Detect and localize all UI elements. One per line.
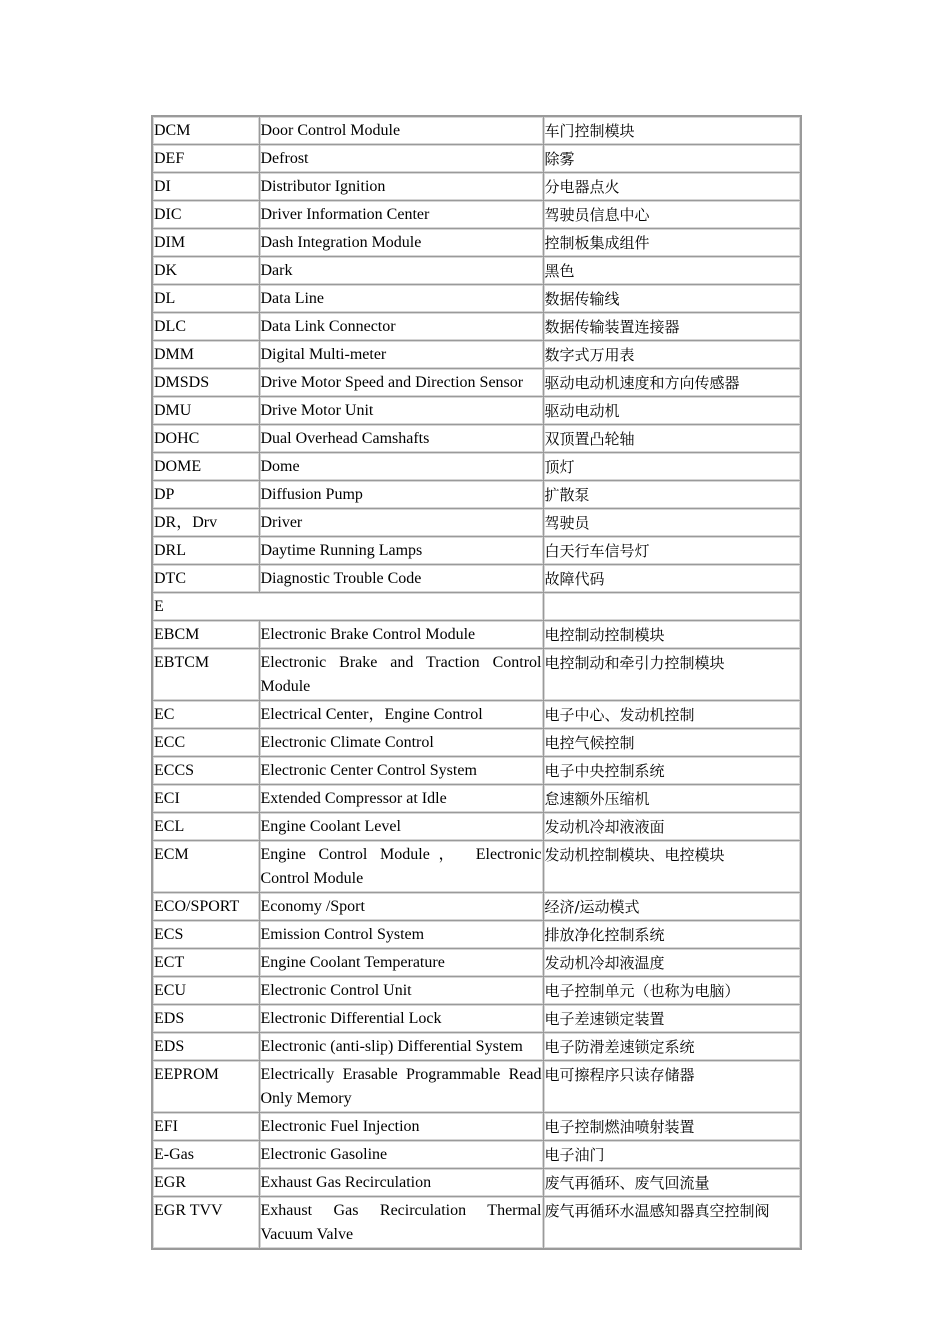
table-row — [152, 509, 801, 537]
chinese-term-cell: 驱动电动机 — [543, 397, 801, 425]
table-row — [152, 369, 801, 397]
abbreviation-cell: DP — [152, 481, 259, 509]
chinese-term-cell: 驾驶员信息中心 — [543, 201, 801, 229]
table-row — [152, 341, 801, 369]
chinese-term-cell: 白天行车信号灯 — [543, 537, 801, 565]
table-row — [152, 229, 801, 257]
table-row — [152, 313, 801, 341]
abbreviation-cell: EDS — [152, 1033, 259, 1061]
chinese-term-cell: 经济/运动模式 — [543, 893, 801, 921]
abbreviation-cell: EFI — [152, 1113, 259, 1141]
abbreviation-cell: DOHC — [152, 425, 259, 453]
abbreviation-cell: DL — [152, 285, 259, 313]
chinese-term-cell: 电控气候控制 — [543, 729, 801, 757]
english-term-cell: Daytime Running Lamps — [259, 537, 543, 565]
abbreviation-table — [151, 115, 802, 1250]
english-term-cell: Electronic Brake Control Module — [259, 621, 543, 649]
chinese-term-cell: 电子差速锁定装置 — [543, 1005, 801, 1033]
section-header-row — [152, 593, 801, 621]
english-term-cell: Digital Multi-meter — [259, 341, 543, 369]
table-row — [152, 1197, 801, 1250]
abbreviation-cell: DOME — [152, 453, 259, 481]
chinese-term-cell: 电子控制燃油喷射装置 — [543, 1113, 801, 1141]
english-term-cell: Electronic (anti-slip) Differential System — [259, 1033, 543, 1061]
english-term-cell: Electronic Gasoline — [259, 1141, 543, 1169]
chinese-term-cell: 发动机控制模块、电控模块 — [543, 841, 801, 893]
chinese-term-cell: 怠速额外压缩机 — [543, 785, 801, 813]
table-row — [152, 649, 801, 701]
abbreviation-cell: EGR TVV — [152, 1197, 259, 1250]
table-row — [152, 977, 801, 1005]
english-term-cell: Door Control Module — [259, 116, 543, 145]
abbreviation-cell: DMM — [152, 341, 259, 369]
abbreviation-cell: EC — [152, 701, 259, 729]
english-term-cell: Drive Motor Unit — [259, 397, 543, 425]
table-row — [152, 285, 801, 313]
table-row — [152, 921, 801, 949]
english-term-cell: Diffusion Pump — [259, 481, 543, 509]
chinese-term-cell: 电子控制单元（也称为电脑） — [543, 977, 801, 1005]
abbreviation-cell: ECCS — [152, 757, 259, 785]
table-row — [152, 201, 801, 229]
chinese-term-cell: 除雾 — [543, 145, 801, 173]
chinese-term-cell: 电控制动和牵引力控制模块 — [543, 649, 801, 701]
chinese-term-cell: 驾驶员 — [543, 509, 801, 537]
table-row — [152, 893, 801, 921]
table-body-d-section — [152, 116, 801, 1249]
english-term-cell: Defrost — [259, 145, 543, 173]
english-term-cell: Emission Control System — [259, 921, 543, 949]
table-row — [152, 701, 801, 729]
english-term-cell: Driver Information Center — [259, 201, 543, 229]
table-row — [152, 425, 801, 453]
abbreviation-cell: ECS — [152, 921, 259, 949]
chinese-term-cell: 排放净化控制系统 — [543, 921, 801, 949]
english-term-cell: Electronic Differential Lock — [259, 1005, 543, 1033]
chinese-term-cell: 电可擦程序只读存储器 — [543, 1061, 801, 1113]
chinese-term-cell: 发动机冷却液温度 — [543, 949, 801, 977]
table-row — [152, 397, 801, 425]
table-row — [152, 621, 801, 649]
abbreviation-cell: DI — [152, 173, 259, 201]
section-empty-cell — [543, 593, 801, 621]
english-term-cell: Electronic Center Control System — [259, 757, 543, 785]
section-letter-cell: E — [152, 593, 543, 621]
english-term-cell: Data Link Connector — [259, 313, 543, 341]
table-row — [152, 813, 801, 841]
table-row — [152, 729, 801, 757]
english-term-cell: Electronic Fuel Injection — [259, 1113, 543, 1141]
table-row — [152, 453, 801, 481]
abbreviation-cell: DRL — [152, 537, 259, 565]
chinese-term-cell: 电控制动控制模块 — [543, 621, 801, 649]
chinese-term-cell: 数据传输装置连接器 — [543, 313, 801, 341]
chinese-term-cell: 电子中央控制系统 — [543, 757, 801, 785]
table-row — [152, 173, 801, 201]
chinese-term-cell: 车门控制模块 — [543, 116, 801, 145]
table-row — [152, 1005, 801, 1033]
english-term-cell: Data Line — [259, 285, 543, 313]
abbreviation-cell: E-Gas — [152, 1141, 259, 1169]
chinese-term-cell: 发动机冷却液液面 — [543, 813, 801, 841]
english-term-cell: Electrical Center，Engine Control — [259, 701, 543, 729]
abbreviation-cell: ECT — [152, 949, 259, 977]
table-row — [152, 1169, 801, 1197]
table-row — [152, 257, 801, 285]
abbreviation-cell: EEPROM — [152, 1061, 259, 1113]
abbreviation-cell: ECU — [152, 977, 259, 1005]
english-term-cell: Driver — [259, 509, 543, 537]
abbreviation-cell: DTC — [152, 565, 259, 593]
abbreviation-cell: ECI — [152, 785, 259, 813]
abbreviation-cell: EDS — [152, 1005, 259, 1033]
english-term-cell: Exhaust Gas Recirculation — [259, 1169, 543, 1197]
table-row — [152, 1113, 801, 1141]
abbreviation-cell: DEF — [152, 145, 259, 173]
table-row — [152, 1061, 801, 1113]
chinese-term-cell: 驱动电动机速度和方向传感器 — [543, 369, 801, 397]
english-term-cell: Engine Coolant Temperature — [259, 949, 543, 977]
table-row — [152, 1141, 801, 1169]
english-term-cell: Economy /Sport — [259, 893, 543, 921]
english-term-cell: Electronic Brake and Traction Control Module — [259, 649, 543, 701]
english-term-cell: Dark — [259, 257, 543, 285]
chinese-term-cell: 控制板集成组件 — [543, 229, 801, 257]
chinese-term-cell: 黑色 — [543, 257, 801, 285]
abbreviation-cell: DIC — [152, 201, 259, 229]
abbreviation-cell: EGR — [152, 1169, 259, 1197]
chinese-term-cell: 废气再循环水温感知器真空控制阀 — [543, 1197, 801, 1250]
english-term-cell: Dual Overhead Camshafts — [259, 425, 543, 453]
chinese-term-cell: 双顶置凸轮轴 — [543, 425, 801, 453]
abbreviation-cell: EBTCM — [152, 649, 259, 701]
chinese-term-cell: 废气再循环、废气回流量 — [543, 1169, 801, 1197]
table-row — [152, 841, 801, 893]
abbreviation-cell: DIM — [152, 229, 259, 257]
chinese-term-cell: 电子油门 — [543, 1141, 801, 1169]
table-row — [152, 116, 801, 145]
english-term-cell: Distributor Ignition — [259, 173, 543, 201]
abbreviation-cell: ECC — [152, 729, 259, 757]
english-term-cell: Dash Integration Module — [259, 229, 543, 257]
english-term-cell: Drive Motor Speed and Direction Sensor — [259, 369, 543, 397]
chinese-term-cell: 电子中心、发动机控制 — [543, 701, 801, 729]
table-row — [152, 481, 801, 509]
table-row — [152, 565, 801, 593]
english-term-cell: Electrically Erasable Programmable Read Only Memory — [259, 1061, 543, 1113]
chinese-term-cell: 分电器点火 — [543, 173, 801, 201]
english-term-cell: Electronic Climate Control — [259, 729, 543, 757]
abbreviation-cell: DCM — [152, 116, 259, 145]
chinese-term-cell: 故障代码 — [543, 565, 801, 593]
abbreviation-cell: DR，Drv — [152, 509, 259, 537]
abbreviation-cell: ECM — [152, 841, 259, 893]
abbreviation-cell: ECL — [152, 813, 259, 841]
chinese-term-cell: 电子防滑差速锁定系统 — [543, 1033, 801, 1061]
abbreviation-cell: DK — [152, 257, 259, 285]
chinese-term-cell: 顶灯 — [543, 453, 801, 481]
english-term-cell: Diagnostic Trouble Code — [259, 565, 543, 593]
table-row — [152, 785, 801, 813]
table-row — [152, 537, 801, 565]
table-row — [152, 145, 801, 173]
table-row — [152, 757, 801, 785]
english-term-cell: Exhaust Gas Recirculation Thermal Vacuum Valve — [259, 1197, 543, 1250]
english-term-cell: Extended Compressor at Idle — [259, 785, 543, 813]
english-term-cell: Dome — [259, 453, 543, 481]
english-term-cell: Engine Coolant Level — [259, 813, 543, 841]
abbreviation-cell: DMSDS — [152, 369, 259, 397]
english-term-cell: Electronic Control Unit — [259, 977, 543, 1005]
table-row — [152, 949, 801, 977]
chinese-term-cell: 数字式万用表 — [543, 341, 801, 369]
table-row — [152, 1033, 801, 1061]
abbreviation-cell: DMU — [152, 397, 259, 425]
abbreviation-cell: ECO/SPORT — [152, 893, 259, 921]
abbreviation-cell: DLC — [152, 313, 259, 341]
english-term-cell: Engine Control Module， Electronic Control Module — [259, 841, 543, 893]
abbreviation-cell: EBCM — [152, 621, 259, 649]
chinese-term-cell: 数据传输线 — [543, 285, 801, 313]
chinese-term-cell: 扩散泵 — [543, 481, 801, 509]
